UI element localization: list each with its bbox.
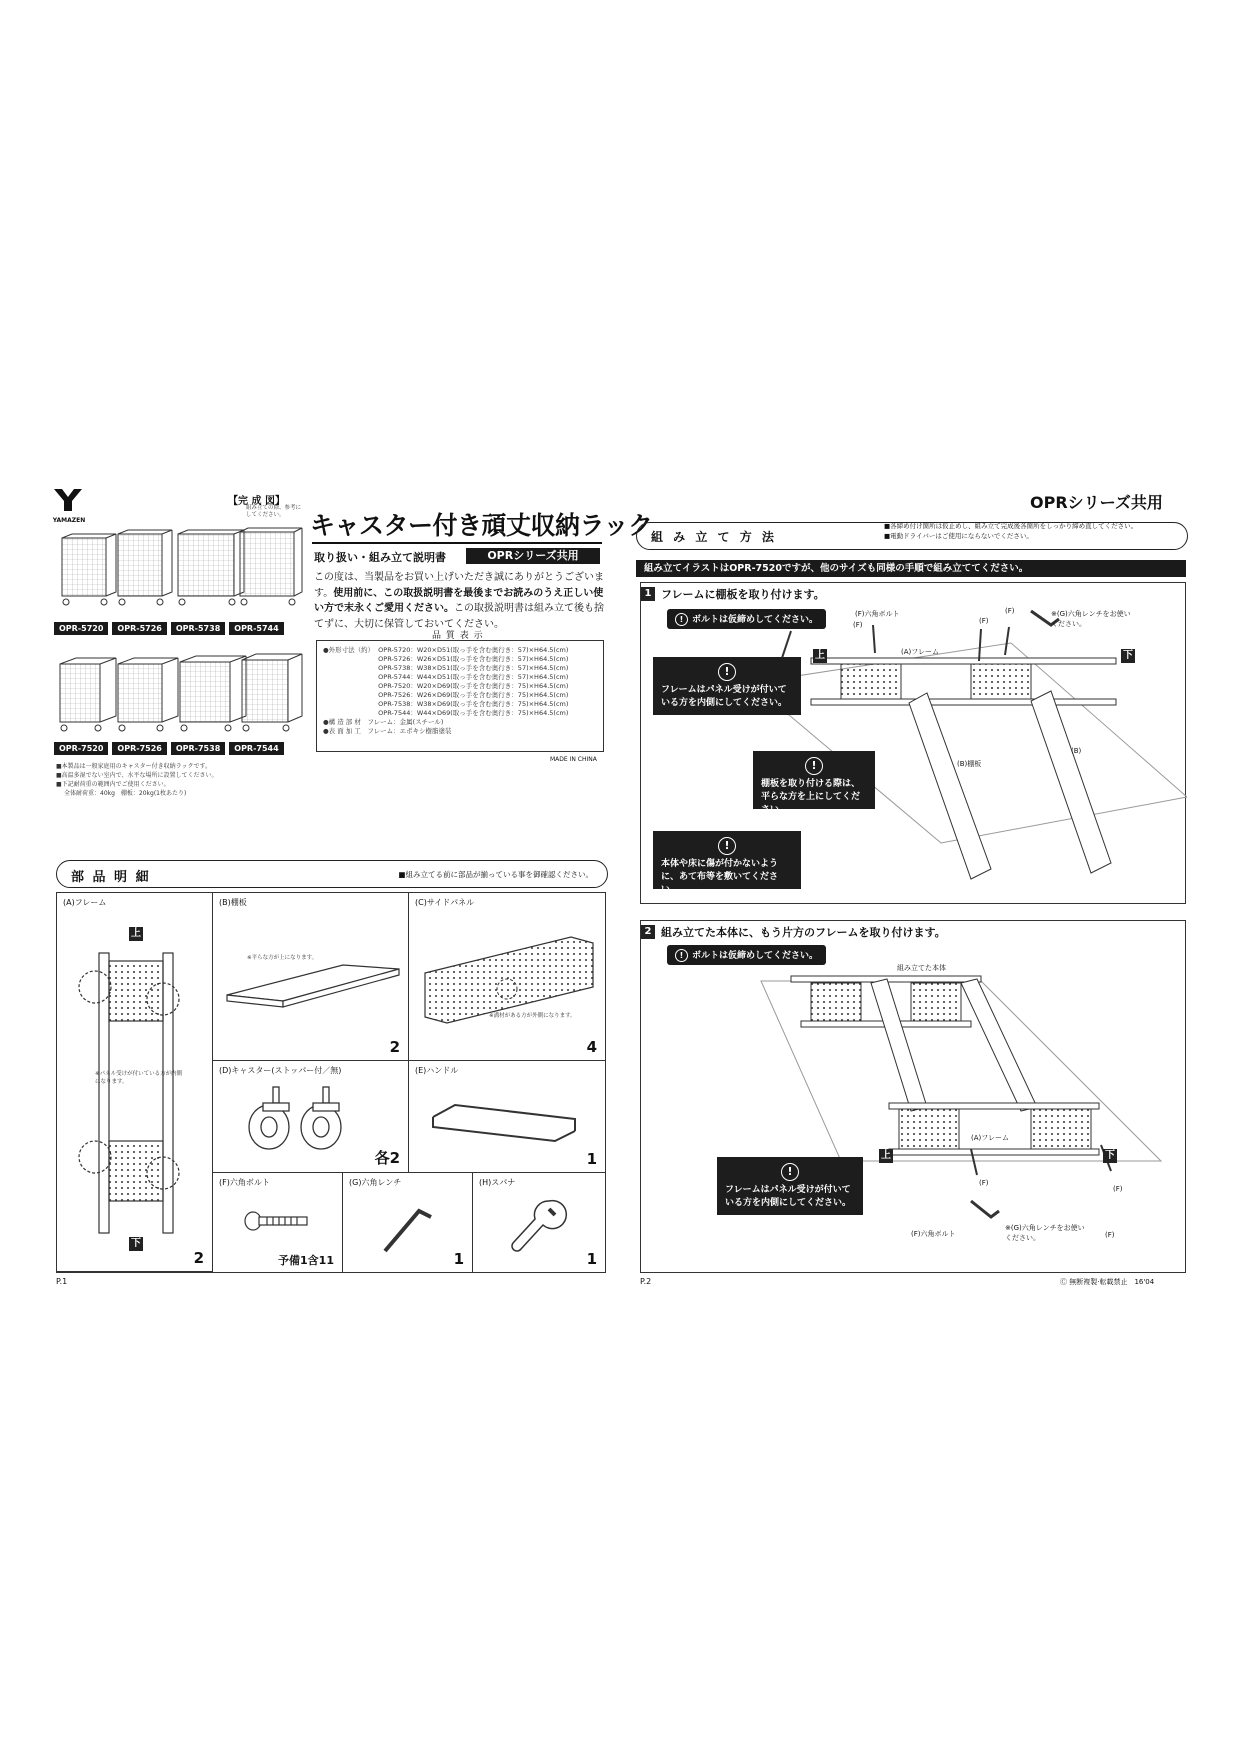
f-label: (F) <box>1105 1231 1115 1239</box>
step-title: フレームに棚板を取り付けます。 <box>661 588 825 601</box>
part-qty: 2 <box>389 1038 400 1056</box>
assembly-note: ■電動ドライバーはご使用にならないでください。 <box>884 531 1033 540</box>
part-qty: 2 <box>193 1249 204 1267</box>
exclamation-icon: ! <box>805 757 823 775</box>
frame-label: (A)フレーム <box>971 1134 1009 1142</box>
spec-dim: OPR-7544：W44×D69(取っ手を含む奥行き：75)×H64.5(cm) <box>378 709 569 717</box>
body-label: 組み立てた本体 <box>897 964 946 972</box>
usage-notes <box>56 762 306 798</box>
bolt-label: (F)六角ボルト <box>855 610 900 618</box>
spec-dim: OPR-7526：W26×D69(取っ手を含む奥行き：75)×H64.5(cm) <box>378 691 569 699</box>
page-number: P.1 <box>56 1277 68 1286</box>
part-g-cell <box>343 1173 473 1272</box>
spec-dim: OPR-5738：W38×D51(取っ手を含む奥行き：57)×H64.5(cm) <box>378 664 569 672</box>
bolt-label: (F)六角ボルト <box>911 1230 956 1238</box>
step-2-box <box>640 920 1186 1273</box>
b-label: (B) <box>1071 747 1082 755</box>
bolt-illustration <box>243 1209 313 1233</box>
part-label: (A)フレーム <box>63 898 107 907</box>
up-marker: 上 <box>131 928 141 939</box>
part-label: (H)スパナ <box>479 1178 516 1187</box>
callout-floor <box>653 831 801 896</box>
series-badge: OPRシリーズ共用 <box>466 548 600 564</box>
frame-label: (A)フレーム <box>901 648 939 656</box>
spec-dim: OPR-7520：W20×D69(取っ手を含む奥行き：75)×H64.5(cm) <box>378 682 569 690</box>
illustration-banner: 組み立てイラストはOPR-7520ですが、他のサイズも同様の手順で組み立ててください。 <box>636 560 1186 577</box>
spec-material: ●構 造 部 材 フレーム：金属(スチール) <box>323 718 444 726</box>
series-title: OPRシリーズ共用 <box>1030 493 1163 512</box>
hex-wrench-illustration <box>379 1197 439 1257</box>
up-marker: 上 <box>815 650 825 661</box>
wrench-label: ※(G)六角レンチをお使いください。 <box>1051 610 1131 628</box>
caster-illustration <box>243 1081 363 1161</box>
spec-finish: ●表 面 加 工 フレーム：エポキシ樹脂塗装 <box>323 727 452 735</box>
f-label: (F) <box>979 617 989 625</box>
handle-illustration <box>425 1097 595 1147</box>
intro-greeting: この度は、当製品をお買い上げいただき誠にありがとうございます。 <box>314 572 604 599</box>
part-h-cell <box>473 1173 605 1272</box>
part-b-cell <box>213 893 409 1061</box>
spec-box <box>316 640 604 752</box>
usage-note: ■本製品は一般家庭用のキャスター付き収納ラックです。 <box>56 763 212 770</box>
step-1-box <box>640 582 1186 904</box>
part-label: (F)六角ボルト <box>219 1178 270 1187</box>
usage-note: ■下記耐荷重の範囲内でご使用ください。 <box>56 781 170 788</box>
exclamation-icon: ! <box>675 949 688 962</box>
part-label: (G)六角レンチ <box>349 1178 402 1187</box>
model-label: OPR-5738 <box>171 622 225 635</box>
spec-dim: OPR-5744：W44×D51(取っ手を含む奥行き：57)×H64.5(cm) <box>378 673 569 681</box>
step-number: 2 <box>641 925 655 939</box>
yamazen-logo <box>52 487 86 524</box>
part-d-cell <box>213 1061 409 1173</box>
shelf-label: (B)棚板 <box>957 760 982 768</box>
f-label: (F) <box>1113 1185 1123 1193</box>
exclamation-icon: ! <box>675 613 688 626</box>
callout-frame <box>653 657 801 715</box>
part-a-cell <box>57 893 213 1272</box>
parts-heading: 部 品 明 細 <box>71 870 151 885</box>
wrench-label: ※(G)六角レンチをお使いください。 <box>1005 1224 1085 1242</box>
parts-grid <box>56 892 606 1273</box>
model-label: OPR-7538 <box>171 742 225 755</box>
page-number: P.2 <box>640 1277 652 1286</box>
up-marker: 上 <box>881 1150 891 1161</box>
completed-note: 組み立ての際、参考にしてください。 <box>246 505 302 519</box>
parts-note: ■組み立てる前に部品が揃っている事を御確認ください。 <box>398 870 593 879</box>
frame-note: ※パネル受けが付いている方が内側になります。 <box>95 1071 183 1085</box>
callout-shelf <box>753 751 875 816</box>
callout-text: 棚板を取り付ける際は、平らな方を上にしてください。 <box>761 779 861 816</box>
model-row-bottom <box>54 742 306 755</box>
f-label: (F) <box>1005 607 1015 615</box>
temp-fasten-text: ボルトは仮締めしてください。 <box>692 615 819 625</box>
exclamation-icon: ! <box>781 1163 799 1181</box>
usage-note: 全体耐荷重：40kg 棚板：20kg(1枚あたり) <box>64 790 187 797</box>
callout-text: フレームはパネル受けが付いている方を内側にしてください。 <box>661 685 788 709</box>
spec-dim: OPR-5720：W20×D51(取っ手を含む奥行き：57)×H64.5(cm) <box>378 646 569 654</box>
assembly-notes <box>884 522 1137 542</box>
callout-frame <box>717 1157 863 1215</box>
step-2-diagram <box>641 921 1187 1274</box>
callout-text: フレームはパネル受けが付いている方を内側にしてください。 <box>725 1185 852 1209</box>
down-marker: 下 <box>1105 1150 1115 1161</box>
copyright: Ⓒ 無断複製·転載禁止 16'04 <box>1060 1278 1155 1286</box>
spanner-illustration <box>509 1195 569 1259</box>
temp-fasten-text: ボルトは仮締めしてください。 <box>692 951 819 961</box>
product-illustration-top <box>56 520 304 616</box>
exclamation-icon: ! <box>718 663 736 681</box>
shelf-note: ※平らな方が上になります。 <box>247 955 318 961</box>
parts-header <box>56 860 608 888</box>
part-label: (E)ハンドル <box>415 1066 459 1075</box>
intro-text <box>314 570 606 632</box>
frame-illustration <box>77 945 197 1235</box>
step-number: 1 <box>641 587 655 601</box>
assembly-note: ■各締め付け箇所は仮止めし、組み立て完成後各箇所をしっかり締め直してください。 <box>884 522 1138 530</box>
completed-label: 【完 成 図】 <box>228 496 285 507</box>
model-label: OPR-7520 <box>54 742 108 755</box>
model-label: OPR-5726 <box>112 622 166 635</box>
part-qty: 各2 <box>374 1149 400 1167</box>
intro-keep: この取扱説明書は組み立て後も捨てずに、大切に保管しておいてください。 <box>314 603 604 630</box>
product-illustration-bottom <box>56 650 304 736</box>
step-title: 組み立てた本体に、もう片方のフレームを取り付けます。 <box>661 926 946 939</box>
shelf-illustration <box>223 945 403 1025</box>
exclamation-icon: ! <box>718 837 736 855</box>
panel-note: ※溝材がある方が外側になります。 <box>489 1013 576 1019</box>
model-label: OPR-5744 <box>229 622 283 635</box>
callout-text: 本体や床に傷が付かないように、あて布等を敷いてください。 <box>661 859 779 896</box>
made-in: MADE IN CHINA <box>550 756 597 763</box>
model-label: OPR-7544 <box>229 742 283 755</box>
part-qty: 1 <box>453 1250 464 1268</box>
part-f-cell <box>213 1173 343 1272</box>
part-label: (D)キャスター(ストッパー付／無) <box>219 1066 342 1075</box>
spec-heading: 品 質 表 示 <box>432 631 484 641</box>
f-label: (F) <box>979 1179 989 1187</box>
usage-note: ■高温多湿でない室内で、水平な場所に設置してください。 <box>56 772 218 779</box>
yamazen-logo-icon <box>52 487 84 513</box>
part-qty: 4 <box>586 1038 597 1056</box>
part-qty: 1 <box>586 1250 597 1268</box>
part-label: (B)棚板 <box>219 898 247 907</box>
spec-dim: OPR-7538：W38×D69(取っ手を含む奥行き：75)×H64.5(cm) <box>378 700 569 708</box>
assembly-heading: 組 み 立 て 方 法 <box>651 530 777 544</box>
part-qty: 1 <box>586 1150 597 1168</box>
down-marker: 下 <box>1123 650 1133 661</box>
intro-warning: 使用前に、この取扱説明書を最後までお読みのうえ正しい使い方で末永くご愛用ください。 <box>314 587 604 614</box>
part-label: (C)サイドパネル <box>415 898 475 907</box>
logo-text: YAMAZEN <box>52 517 86 524</box>
part-c-cell <box>409 893 605 1061</box>
f-label: (F) <box>853 621 863 629</box>
spec-dims-label: ●外形寸法（約） <box>323 646 375 654</box>
down-marker: 下 <box>131 1238 141 1249</box>
model-row-top <box>54 622 306 635</box>
part-qty: 予備1含11 <box>278 1254 334 1267</box>
title-rule <box>312 542 602 544</box>
model-label: OPR-7526 <box>112 742 166 755</box>
page-title: キャスター付き頑丈収納ラック <box>310 511 653 540</box>
model-label: OPR-5720 <box>54 622 108 635</box>
spec-dim: OPR-5726：W26×D51(取っ手を含む奥行き：57)×H64.5(cm) <box>378 655 569 663</box>
manual-subtitle: 取り扱い・組み立て説明書 <box>314 551 446 564</box>
part-e-cell <box>409 1061 605 1173</box>
